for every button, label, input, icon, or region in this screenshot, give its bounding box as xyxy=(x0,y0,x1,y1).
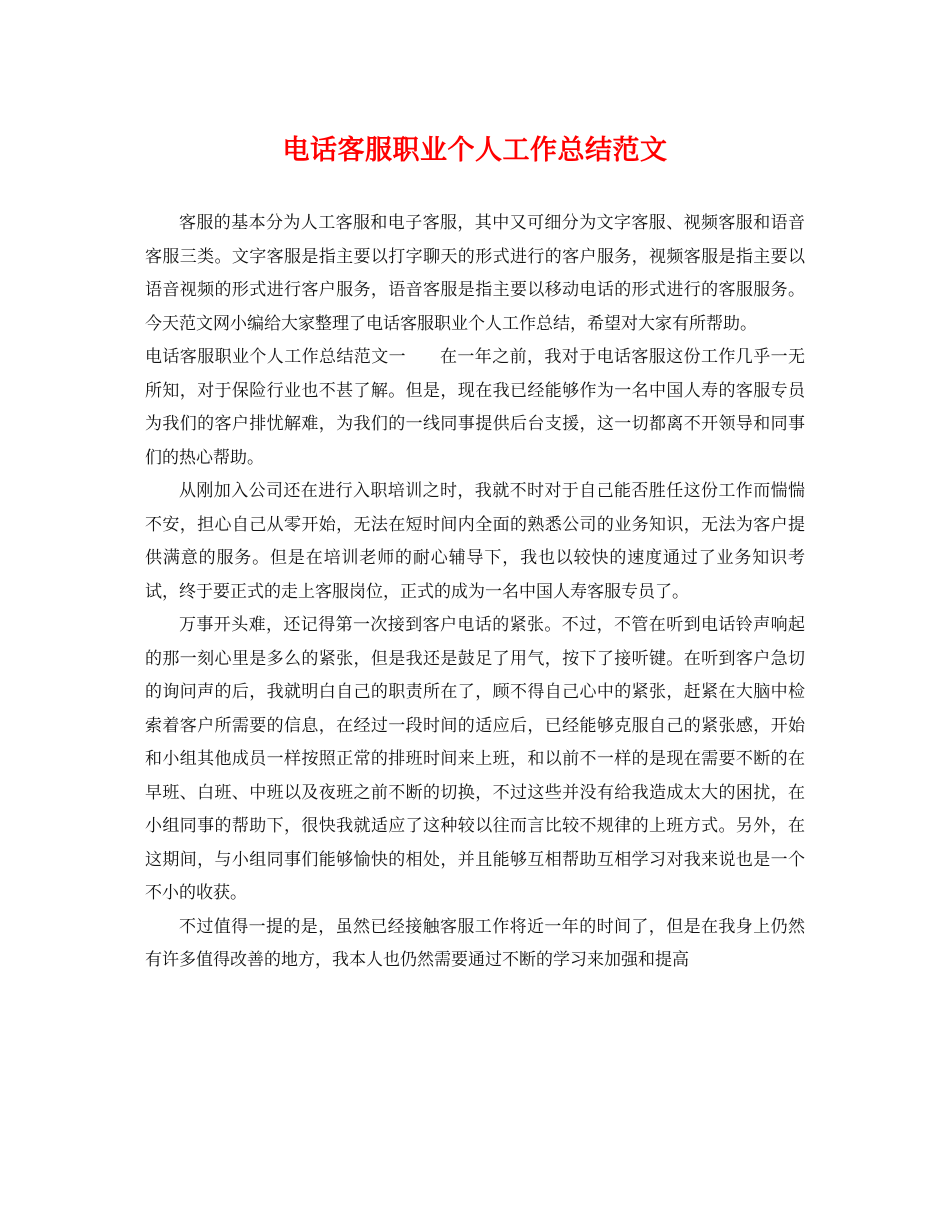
section1-paragraph xyxy=(145,341,805,475)
paragraph-4: 不过值得一提的是，虽然已经接触客服工作将近一年的时间了，但是在我身上仍然有许多值得改善的地方，我本人也仍然需要通过不断的学习来加强和提高 xyxy=(145,916,805,970)
intro-paragraph: 客服的基本分为人工客服和电子客服，其中又可细分为文字客服、视频客服和语音客服三类。文字客服是指主要以打字聊天的形式进行的客户服务，视频客服是指主要以语音视频的形式进行客户服务，语音客服是指主要以移动电话的形式进行的客服服务。今天范文网小编给大家整理了电话客服职业个人工作总结，希望对大家有所帮助。 xyxy=(145,213,805,334)
paragraph-2: 从刚加入公司还在进行入职培训之时，我就不时对于自己能否胜任这份工作而惴惴不安，担心自己从零开始，无法在短时间内全面的熟悉公司的业务知识，无法为客户提供满意的服务。但是在培训老师的耐心辅导下，我也以较快的速度通过了业务知识考试，终于要正式的走上客服岗位，正式的成为一名中国人寿客服专员了。 xyxy=(145,481,805,602)
section1-heading: 电话客服职业个人工作总结范文一 xyxy=(145,347,406,367)
document-title: 电话客服职业个人工作总结范文 xyxy=(282,135,668,166)
section1-text: 在一年之前，我对于电话客服这份工作几乎一无所知，对于保险行业也不甚了解。但是，现在我已经能够作为一名中国人寿的客服专员为我们的客户排忧解难，为我们的一线同事提供后台支援，这一切都离不开领导和同事们的热心帮助。 xyxy=(145,347,805,468)
document-body xyxy=(145,207,805,978)
paragraph-3: 万事开头难，还记得第一次接到客户电话的紧张。不过，不管在听到电话铃声响起的那一刻心里是多么的紧张，但是我还是鼓足了用气，按下了接听键。在听到客户急切的询问声的后，我就明白自己的职责所在了，顾不得自己心中的紧张，赶紧在大脑中检索着客户所需要的信息，在经过一段时间的适应后，已经能够克服自己的紧张感，开始和小组其他成员一样按照正常的排班时间来上班，和以前不一样的是现在需要不断的在早班、白班、中班以及夜班之前不断的切换，不过这些并没有给我造成太大的困扰，在小组同事的帮助下，很快我就适应了这种较以往而言比较不规律的上班方式。另外，在这期间，与小组同事们能够愉快的相处，并且能够互相帮助互相学习对我来说也是一个不小的收获。 xyxy=(145,615,805,903)
